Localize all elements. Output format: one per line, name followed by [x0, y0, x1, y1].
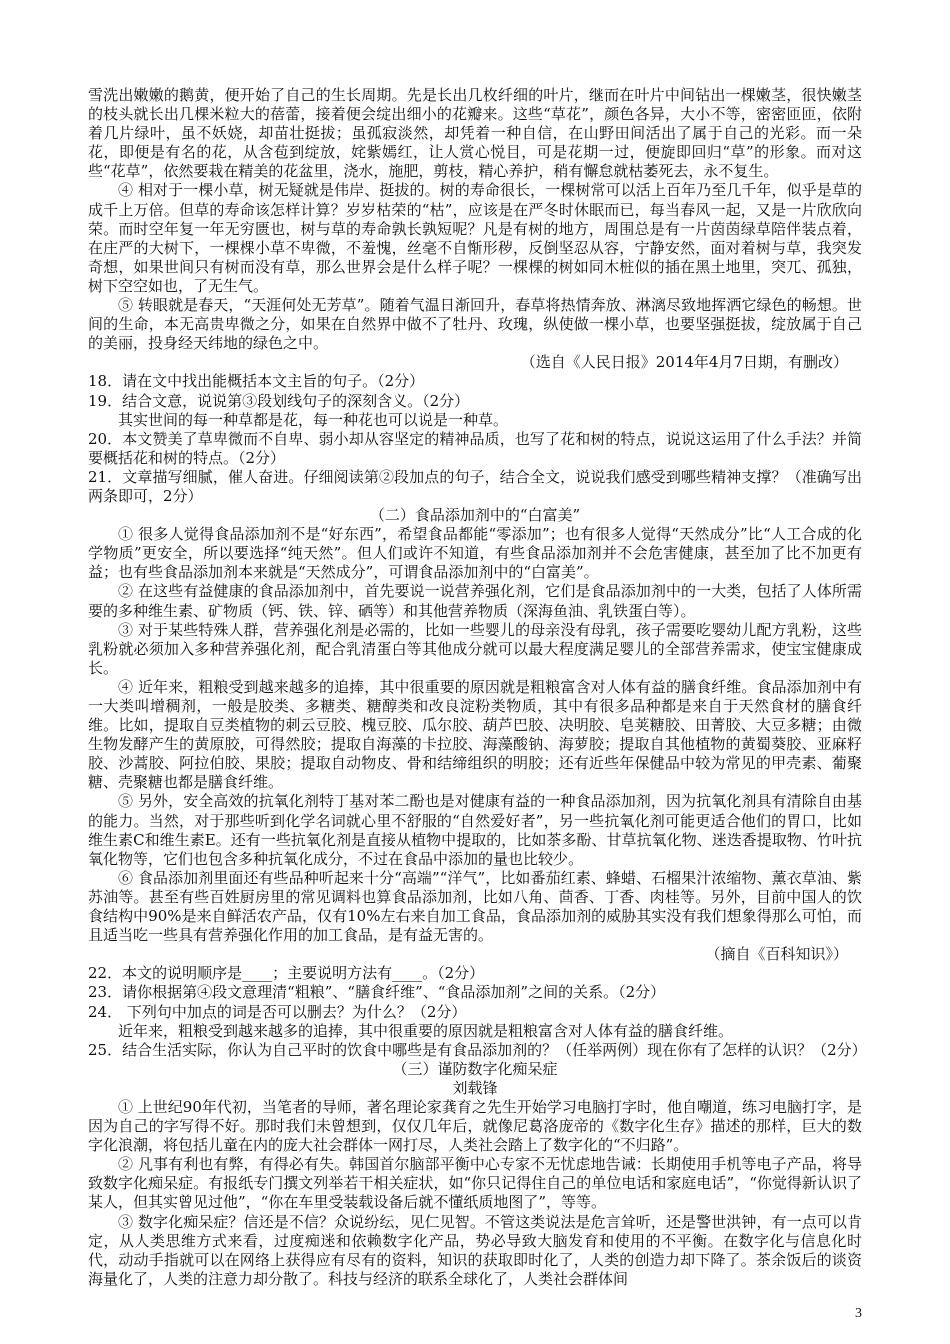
passage2-paragraph-5: ⑤ 另外，安全高效的抗氧化剂特丁基对苯二酚也是对健康有益的一种食品添加剂，因为抗氧化剂具有清除自由基的能力。当然，对于那些听到化学名词就心里不舒服的“自然爱好者”，另一些抗氧化剂可能更适合他们的胃口，比如维生素C和维生素E。还有一些抗氧化剂是直接从植物中提取的，比如茶多酚、甘草抗氧化物、迷迭香提取物、竹叶抗氧化物等，它们也包含多种抗氧化成分，不过在食品中添加的量也比较少。 — [88, 792, 862, 868]
passage2-paragraph-2: ② 在这些有益健康的食品添加剂中，首先要说一说营养强化剂，它们是食品添加剂中的一大类，包括了人体所需要的多种维生素、矿物质（钙、铁、锌、硒等）和其他营养物质（深海鱼油、乳铁蛋白等）。 — [88, 582, 862, 620]
question-25: 25．结合生活实际，你认为自己平时的饮食中哪些是有食品添加剂的？（任举两例）现在你有了怎样的认识？（2分） — [88, 1040, 867, 1059]
passage1-paragraph-5: ⑤ 转眼就是春天，“天涯何处无芳草”。随着气温日渐回升，春草将热情奔放、淋漓尽致地挥洒它绿色的畅想。世间的生命，本无高贵卑微之分，如果在自然界中做不了牡丹、玫瑰，纵使做一棵小草，也要坚强挺拔，绽放属于自己的美丽，投身经天纬地的绿色之中。 — [88, 296, 862, 353]
passage3-paragraph-3: ③ 数字化痴呆症？信还是不信？众说纷纭，见仁见智。不管这类说法是危言耸听，还是警世洪钟，有一点可以肯定，从人类思维方式来看，过度痴迷和依赖数字化产品，势必导致大脑发育和使用的不平衡。在数字化与信息化时代，动动手指就可以在网络上获得应有尽有的资料，知识的获取即时化了，人类的创造力却下降了。茶余饭后的谈资海量化了，人类的注意力却分散了。科技与经济的联系全球化了，人类社会群体间 — [88, 1212, 862, 1288]
passage2-title: （二）食品添加剂中的“白富美” — [369, 506, 581, 525]
passage3-author: 刘载锋 — [452, 1078, 498, 1097]
passage3-title: （三）谨防数字化痴呆症 — [392, 1059, 558, 1078]
passage2-paragraph-6: ⑥ 食品添加剂里面还有些品种听起来十分“高端”“洋气”，比如番茄红素、蜂蜡、石榴果汁浓缩物、薰衣草油、紫苏油等。甚至有些百姓厨房里的常见调料也算食品添加剂，比如八角、茴香、丁香、肉桂等。另外，目前中国人的饮食结构中90%是来自鲜活农产品，仅有10%左右来自加工食品，食品添加剂的威胁其实没有我们想象得那么可怕，而且适当吃一些具有营养强化作用的加工食品，是有益无害的。 — [88, 868, 862, 945]
passage2-paragraph-4: ④ 近年来，粗粮受到越来越多的追捧，其中很重要的原因就是粗粮富含对人体有益的膳食纤维。食品添加剂中有一大类叫增稠剂，一般是胶类、多糖类、糖醇类和改良淀粉类物质，其中有很多品种都是来自于天然食材的膳食纤维。比如，提取自豆类植物的刺云豆胶、槐豆胶、瓜尔胶、葫芦巴胶、决明胶、皂荚糖胶、田菁胶、大豆多糖；由微生物发酵产生的黄原胶，可得然胶；提取自海藻的卡拉胶、海藻酸钠、海萝胶；提取自其他植物的黄蜀葵胶、亚麻籽胶、沙蒿胶、阿拉伯胶、果胶；提取自动物皮、骨和结缔组织的明胶；还有近些年保健品中较为常见的甲壳素、葡聚糖、壳聚糖也都是膳食纤维。 — [88, 677, 862, 792]
passage1-paragraph-4: ④ 相对于一棵小草，树无疑就是伟岸、挺拔的。树的寿命很长，一棵树常可以活上百年乃至几千年，似乎是草的成千上万倍。但草的寿命该怎样计算？岁岁枯荣的“枯”，应该是在严冬时休眠而已，每当春风一起，又是一片欣欣向荣。而时空年复一年无穷匮也，树与草的寿命孰长孰短呢？凡是有树的地方，周围总是有一片茵茵绿草陪伴装点着，在庄严的大树下，一棵棵小草不卑微，不羞愧，丝毫不自惭形秽，反倒坚忍从容，宁静安然，面对着树与草，我突发奇想，如果世间只有树而没有草，那么世界会是什么样子呢？一棵棵的树如同木桩似的插在黑土地里，突兀、孤独，树下空空如也，了无生气。 — [88, 181, 862, 295]
passage3-paragraph-1: ① 上世纪90年代初，当笔者的导师，著名理论家龚育之先生开始学习电脑打字时，他自嘲道，练习电脑打字，是因为自己的字写得不好。那时我们未曾想到，仅仅几年后，就像尼葛洛庞帝的《数字化生存》描述的那样，巨大的数字化浪潮，将包括儿童在内的庞大社会群体一网打尽，人类社会踏上了数字化的“不归路”。 — [88, 1097, 862, 1155]
passage3-paragraph-2: ② 凡事有利也有弊，有得必有失。韩国首尔脑部平衡中心专家不无忧虑地告诫：长期使用手机等电子产品，将导致数字化痴呆症。有报纸专门撰文列举若干相关症状，如“你只记得住自己的单位电话和家庭电话”，“你觉得新认识了某人，但其实曾见过他”，“你在车里受装载设备后就不懂纸质地图了”，等等。 — [88, 1155, 862, 1212]
passage1-paragraph-3-continued: 雪洗出嫩嫩的鹅黄，便开始了自己的生长周期。先是长出几枚纤细的叶片，继而在叶片中间钻出一棵嫩茎，很快嫩茎的枝头就长出几棵米粒大的蓓蕾，接着便会绽出细小的花瓣来。这些“草花”，颜色各异，大小不等，密密匝匝，依附着几片绿叶，虽不妖娆，却苗壮挺拔；虽孤寂淡然，却凭着一种自信，在山野田间活出了属于自己的光彩。而一朵花，即便是有名的花，从含苞到绽放，姹紫嫣红，让人赏心悦目，可是花期一过，便旋即回归“草”的形象。而对这些“花草”，依然要栽在精美的花盆里，浇水，施肥，剪枝，精心养护，稍有懈怠就枯萎死去，永不复生。 — [88, 86, 862, 181]
question-23: 23．请你根据第④段文意理清“粗粮”、“膳食纤维”、“食品添加剂”之间的关系。（2分） — [88, 983, 666, 1002]
question-19: 19．结合文意，说说第③段划线句子的深刻含义。（2分） — [88, 391, 470, 410]
question-20: 20．本文赞美了草卑微而不自卑、弱小却从容坚定的精神品质，也写了花和树的特点，说说这运用了什么手法？并简要概括花和树的特点。（2分） — [88, 429, 862, 467]
document-page — [88, 86, 867, 1289]
question-19-quote: 其实世间的每一种草都是花，每一种花也可以说是一种草。 — [118, 410, 509, 429]
passage2-paragraph-3: ③ 对于某些特殊人群，营养强化剂是必需的，比如一些婴儿的母亲没有母乳，孩子需要吃婴幼儿配方乳粉，这些乳粉就必须加入多种营养强化剂，配合乳清蛋白等其他成分就可以最大程度满足婴儿的全部营养需求，使宝宝健康成长。 — [88, 620, 862, 677]
passage1-source: （选自《人民日报》2014年4月7日期，有删改） — [520, 353, 848, 372]
question-24-quote: 近年来，粗粮受到越来越多的追捧，其中很重要的原因就是粗粮富含对人体有益的膳食纤维。 — [118, 1021, 734, 1040]
passage2-paragraph-1: ① 很多人觉得食品添加剂不是“好东西”，希望食品都能“零添加”；也有很多人觉得“天然成分”比“人工合成的化学物质”更安全，所以要选择“纯天然”。但人们或许不知道，有些食品添加剂并不会危害健康，甚至加了比不加更有益；也有些食品添加剂本来就是“天然成分”，可谓食品添加剂中的“白富美”。 — [88, 525, 862, 582]
page-number: 3 — [855, 1306, 862, 1321]
question-22: 22．本文的说明顺序是____；主要说明方法有____。（2分） — [88, 964, 485, 983]
question-18: 18．请在文中找出能概括本文主旨的句子。（2分） — [88, 372, 425, 391]
passage2-source: （摘自《百科知识》） — [705, 945, 848, 964]
question-24: 24． 下列句中加点的词是否可以删去？为什么？（2分） — [88, 1002, 467, 1021]
question-21: 21．文章描写细腻，催人奋进。仔细阅读第②段加点的句子，结合全文，说说我们感受到哪些精神支撑？（准确写出两条即可，2分） — [88, 467, 862, 505]
